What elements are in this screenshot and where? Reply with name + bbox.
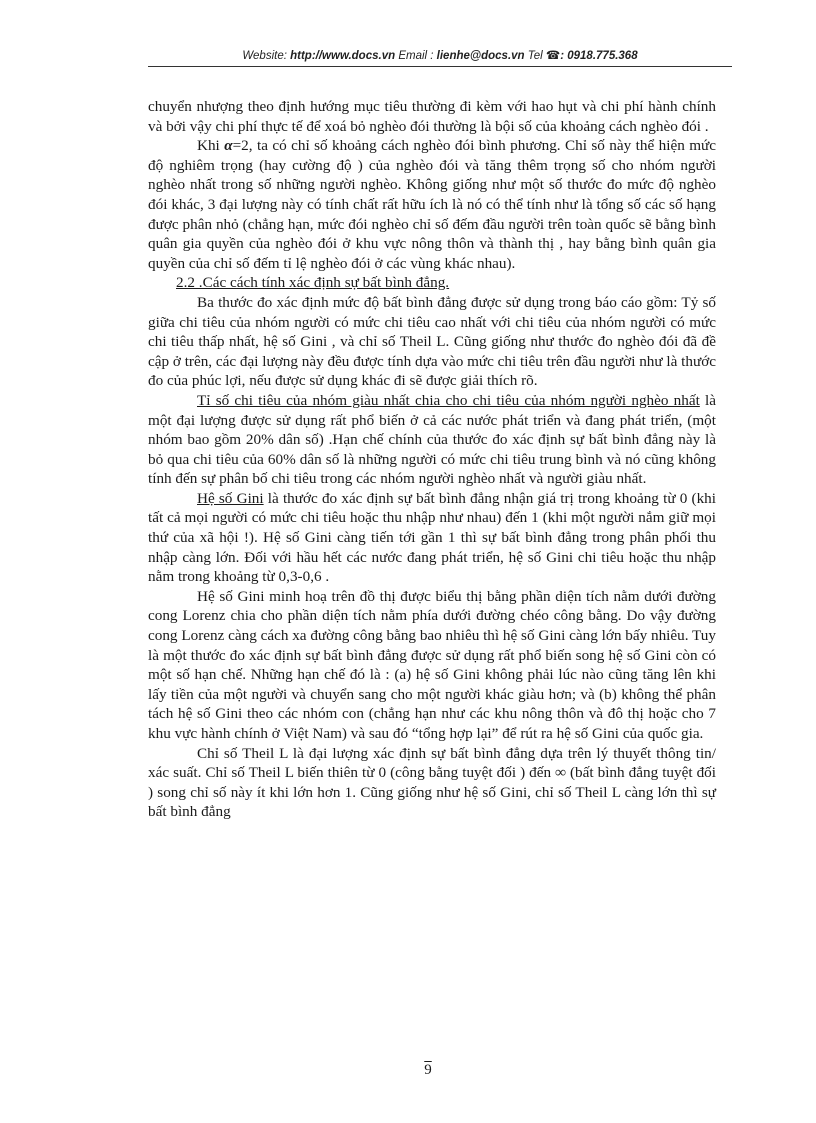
- paragraph-7: [148, 744, 716, 822]
- paragraph-4-underlined: Tỉ số chi tiêu của nhóm giàu nhất chia cho chi tiêu của nhóm người nghèo nhất: [197, 391, 700, 409]
- section-heading: 2.2 .Các cách tính xác định sự bất bình đẳng.: [176, 274, 450, 292]
- paragraph-7-rest: (bất bình đẳng tuyệt đối ) song chỉ số này ít khi lớn hơn 1. Cũng giống như hệ số Gini, chỉ số Theil L càng lớn thì sự bất bình đẳng: [148, 764, 716, 821]
- infinity-symbol: ∞: [555, 764, 566, 782]
- phone-icon: ☎: [545, 50, 561, 62]
- paragraph-5-underlined: Hệ số Gini: [197, 489, 264, 507]
- website-label: Website:: [242, 50, 291, 62]
- paragraph-2-start: Khi: [197, 137, 225, 155]
- website-link[interactable]: http://www.docs.vn: [290, 50, 396, 62]
- tel-label: Tel: [524, 50, 546, 62]
- page-header: [150, 48, 730, 62]
- paragraph-4: [148, 391, 716, 489]
- email-label: Email :: [395, 50, 437, 62]
- alpha-symbol: α: [224, 137, 233, 155]
- paragraph-4-rest: là một đại lượng được sử dụng rất phổ biến ở cả các nước phát triển và đang phát triển, (một nhóm bao gồm 20% dân số) .Hạn chế chính của thước đo xác định sự bất bình đẳng này là bỏ qua chi tiêu của 60% dân số là những người có mức chi tiêu trung bình và nó cũng không tính đến sự phân bố chi tiêu trong các nhóm người nghèo nhất và người giàu nhất.: [148, 391, 716, 488]
- paragraph-3: Ba thước đo xác định mức độ bất bình đẳng được sử dụng trong báo cáo gồm: Tỷ số giữa chi tiêu của nhóm người có mức chi tiêu cao nhất với chi tiêu của nhóm người có mức chi tiêu thấp nhất, hệ số Gini , và chỉ số Theil L. Cũng giống như thước đo nghèo đói đã đề cập ở trên, các đại lượng này đều được tính dựa vào mức chi tiêu trên đầu người như là thước đo của phúc lợi, nếu được sử dụng khác đi sẽ được giải thích rõ.: [148, 293, 716, 390]
- tel-number: : 0918.775.368: [560, 50, 638, 62]
- paragraph-1: chuyển nhượng theo định hướng mục tiêu thường đi kèm với hao hụt và chi phí hành chính và bởi vậy chi phí thực tế để xoá bỏ nghèo đói thường là bội số của khoảng cách nghèo đói .: [148, 98, 716, 135]
- paragraph-2-rest: =2, ta có chỉ số khoảng cách nghèo đói bình phương. Chỉ số này thể hiện mức độ nghiêm trọng (hay cường độ ) của nghèo đói và tăng thêm trọng số cho nhóm người nghèo nhất trong số những người nghèo. Không giống như một số thước đo mức độ nghèo đói khác, 3 đại lượng này có tính chất rất hữu ích là nó có thể tính như là tổng số các số hạng được phân nhỏ (chẳng hạn, mức đói nghèo chỉ số đếm đầu người trên toàn quốc sẽ bằng bình quân gia quyền của nghèo đói ở khu vực nông thôn và thành thị , hay bằng bình quân gia quyền của chỉ số đếm tỉ lệ nghèo đói ở các vùng khác nhau).: [148, 137, 716, 272]
- page-number: 9: [424, 1062, 432, 1078]
- paragraph-5-rest: là thước đo xác định sự bất bình đẳng nhận giá trị trong khoảng từ 0 (khi tất cả mọi người có mức chi tiêu hoặc thu nhập như nhau) đến 1 (khi một người nắm giữ mọi thứ của xã hội !). Hệ số Gini càng tiến tới gần 1 thì sự bất bình đẳng trong phân phối thu nhập càng lớn. Đối với hầu hết các nước đang phát triển, hệ số Gini chi tiêu hoặc thu nhập nằm trong khoảng từ 0,3-0,6 .: [148, 489, 716, 586]
- paragraph-6: Hệ số Gini minh hoạ trên đồ thị được biểu thị bằng phần diện tích nằm dưới đường cong Lorenz chia cho phần diện tích nằm phía dưới đường chéo công bằng. Do vậy đường cong Lorenz càng cách xa đường công bằng bao nhiêu thì hệ số Gini càng lớn bấy nhiêu. Tuy là một thước đo xác định sự bất bình đẳng được sử dụng rất phổ biến song hệ số Gini còn có một số hạn chế. Những hạn chế đó là : (a) hệ số Gini không phải lúc nào cũng tăng lên khi lấy tiền của một người và chuyển sang cho một người khác giàu hơn; và (b) không thể phân tách hệ số Gini theo các nhóm con (chẳng hạn như các khu nông thôn và đô thị hoặc cho 7 khu vực hành chính ở Việt Nam) và sau đó “tổng hợp lại” để rút ra hệ số Gini của quốc gia.: [148, 587, 716, 742]
- email-link[interactable]: lienhe@docs.vn: [436, 50, 525, 62]
- header-divider: [148, 66, 732, 67]
- paragraph-7-start: Chỉ số Theil L là đại lượng xác định sự bất bình đẳng dựa trên lý thuyết thông tin/ xác suất. Chỉ số Theil L biến thiên từ 0 (công bằng tuyệt đối ) đến: [148, 744, 716, 782]
- document-body: [148, 97, 716, 822]
- paragraph-5: [148, 489, 716, 587]
- paragraph-2: [148, 136, 716, 273]
